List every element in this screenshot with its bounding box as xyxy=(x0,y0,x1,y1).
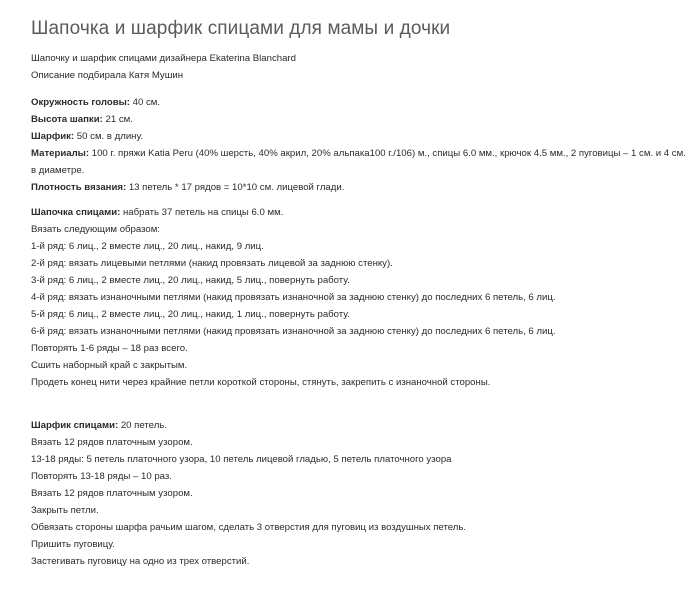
scarf-first-text: 20 петель. xyxy=(118,420,167,431)
intro-line: Шапочку и шарфик спицами дизайнера Ekaterina Blanchard xyxy=(31,53,296,64)
hat-line: 4-й ряд: вязать изнаночными петлями (накид провязать изнаночной за заднюю стенку) до последних 6 петель, 6 лиц. xyxy=(31,292,556,303)
page-title: Шапочка и шарфик спицами для мамы и дочки xyxy=(31,18,451,39)
spec-line xyxy=(31,111,687,128)
intro-line: Описание подбирала Катя Мушин xyxy=(31,70,184,81)
scarf-label: Шарфик спицами: xyxy=(31,420,119,431)
spec-label: Материалы: xyxy=(31,148,90,159)
spec-label: Окружность головы: xyxy=(31,97,130,108)
spec-label: Высота шапки: xyxy=(31,114,103,125)
scarf-line: Закрыть петли. xyxy=(31,505,99,516)
spec-label: Шарфик: xyxy=(31,131,75,142)
spec-value: 40 см. xyxy=(129,97,161,108)
hat-instructions xyxy=(31,204,687,391)
hat-line: Повторять 1-6 ряды – 18 раз всего. xyxy=(31,343,188,354)
spec-value: 100 г. пряжи Katia Peru (40% шерсть, 40% акрил, 20% альпака100 г./106) м., спицы 6.0 мм., крючок 4.5 мм., 2 пуговицы – 1 см. и 4 см. в диаметре. xyxy=(31,148,686,176)
spec-value: 13 петель * 17 рядов = 10*10 см. лицевой глади. xyxy=(126,182,345,193)
hat-line: Продеть конец нити через крайние петли короткой стороны, стянуть, закрепить с изнаночной стороны. xyxy=(31,377,491,388)
spec-line xyxy=(31,94,687,111)
scarf-line: Вязать 12 рядов платочным узором. xyxy=(31,488,193,499)
hat-line: 6-й ряд: вязать изнаночными петлями (накид провязать изнаночной за заднюю стенку) до последних 6 петель, 6 лиц. xyxy=(31,326,556,337)
hat-line: Вязать следующим образом: xyxy=(31,224,160,235)
hat-first-text: набрать 37 петель на спицы 6.0 мм. xyxy=(120,207,284,218)
scarf-line: Обвязать стороны шарфа рачьим шагом, сделать 3 отверстия для пуговиц из воздушных петель. xyxy=(31,522,467,533)
spec-label: Плотность вязания: xyxy=(31,182,127,193)
scarf-line: Застегивать пуговицу на одно из трех отверстий. xyxy=(31,556,250,567)
intro-block xyxy=(31,50,687,84)
hat-line: 1-й ряд: 6 лиц., 2 вместе лиц., 20 лиц., накид, 9 лиц. xyxy=(31,241,264,252)
scarf-line: Повторять 13-18 ряды – 10 раз. xyxy=(31,471,172,482)
spec-line xyxy=(31,145,687,179)
scarf-line: 13-18 ряды: 5 петель платочного узора, 10 петель лицевой гладью, 5 петель платочного узора xyxy=(31,454,452,465)
hat-line: 5-й ряд: 6 лиц., 2 вместе лиц., 20 лиц., накид, 1 лиц., повернуть работу. xyxy=(31,309,350,320)
hat-line: 2-й ряд: вязать лицевыми петлями (накид провязать лицевой за заднюю стенку). xyxy=(31,258,393,269)
hat-line: 3-й ряд: 6 лиц., 2 вместе лиц., 20 лиц., накид, 5 лиц., повернуть работу. xyxy=(31,275,350,286)
scarf-heading xyxy=(31,417,687,434)
scarf-line: Пришить пуговицу. xyxy=(31,539,115,550)
spec-line xyxy=(31,179,687,196)
spec-value: 50 см. в длину. xyxy=(74,131,143,142)
spec-line xyxy=(31,128,687,145)
hat-heading xyxy=(31,204,687,221)
scarf-instructions xyxy=(31,417,687,570)
spec-value: 21 см. xyxy=(102,114,133,125)
scarf-line: Вязать 12 рядов платочным узором. xyxy=(31,437,193,448)
specs-block xyxy=(31,94,687,196)
hat-line: Сшить наборный край с закрытым. xyxy=(31,360,188,371)
hat-label: Шапочка спицами: xyxy=(31,207,121,218)
